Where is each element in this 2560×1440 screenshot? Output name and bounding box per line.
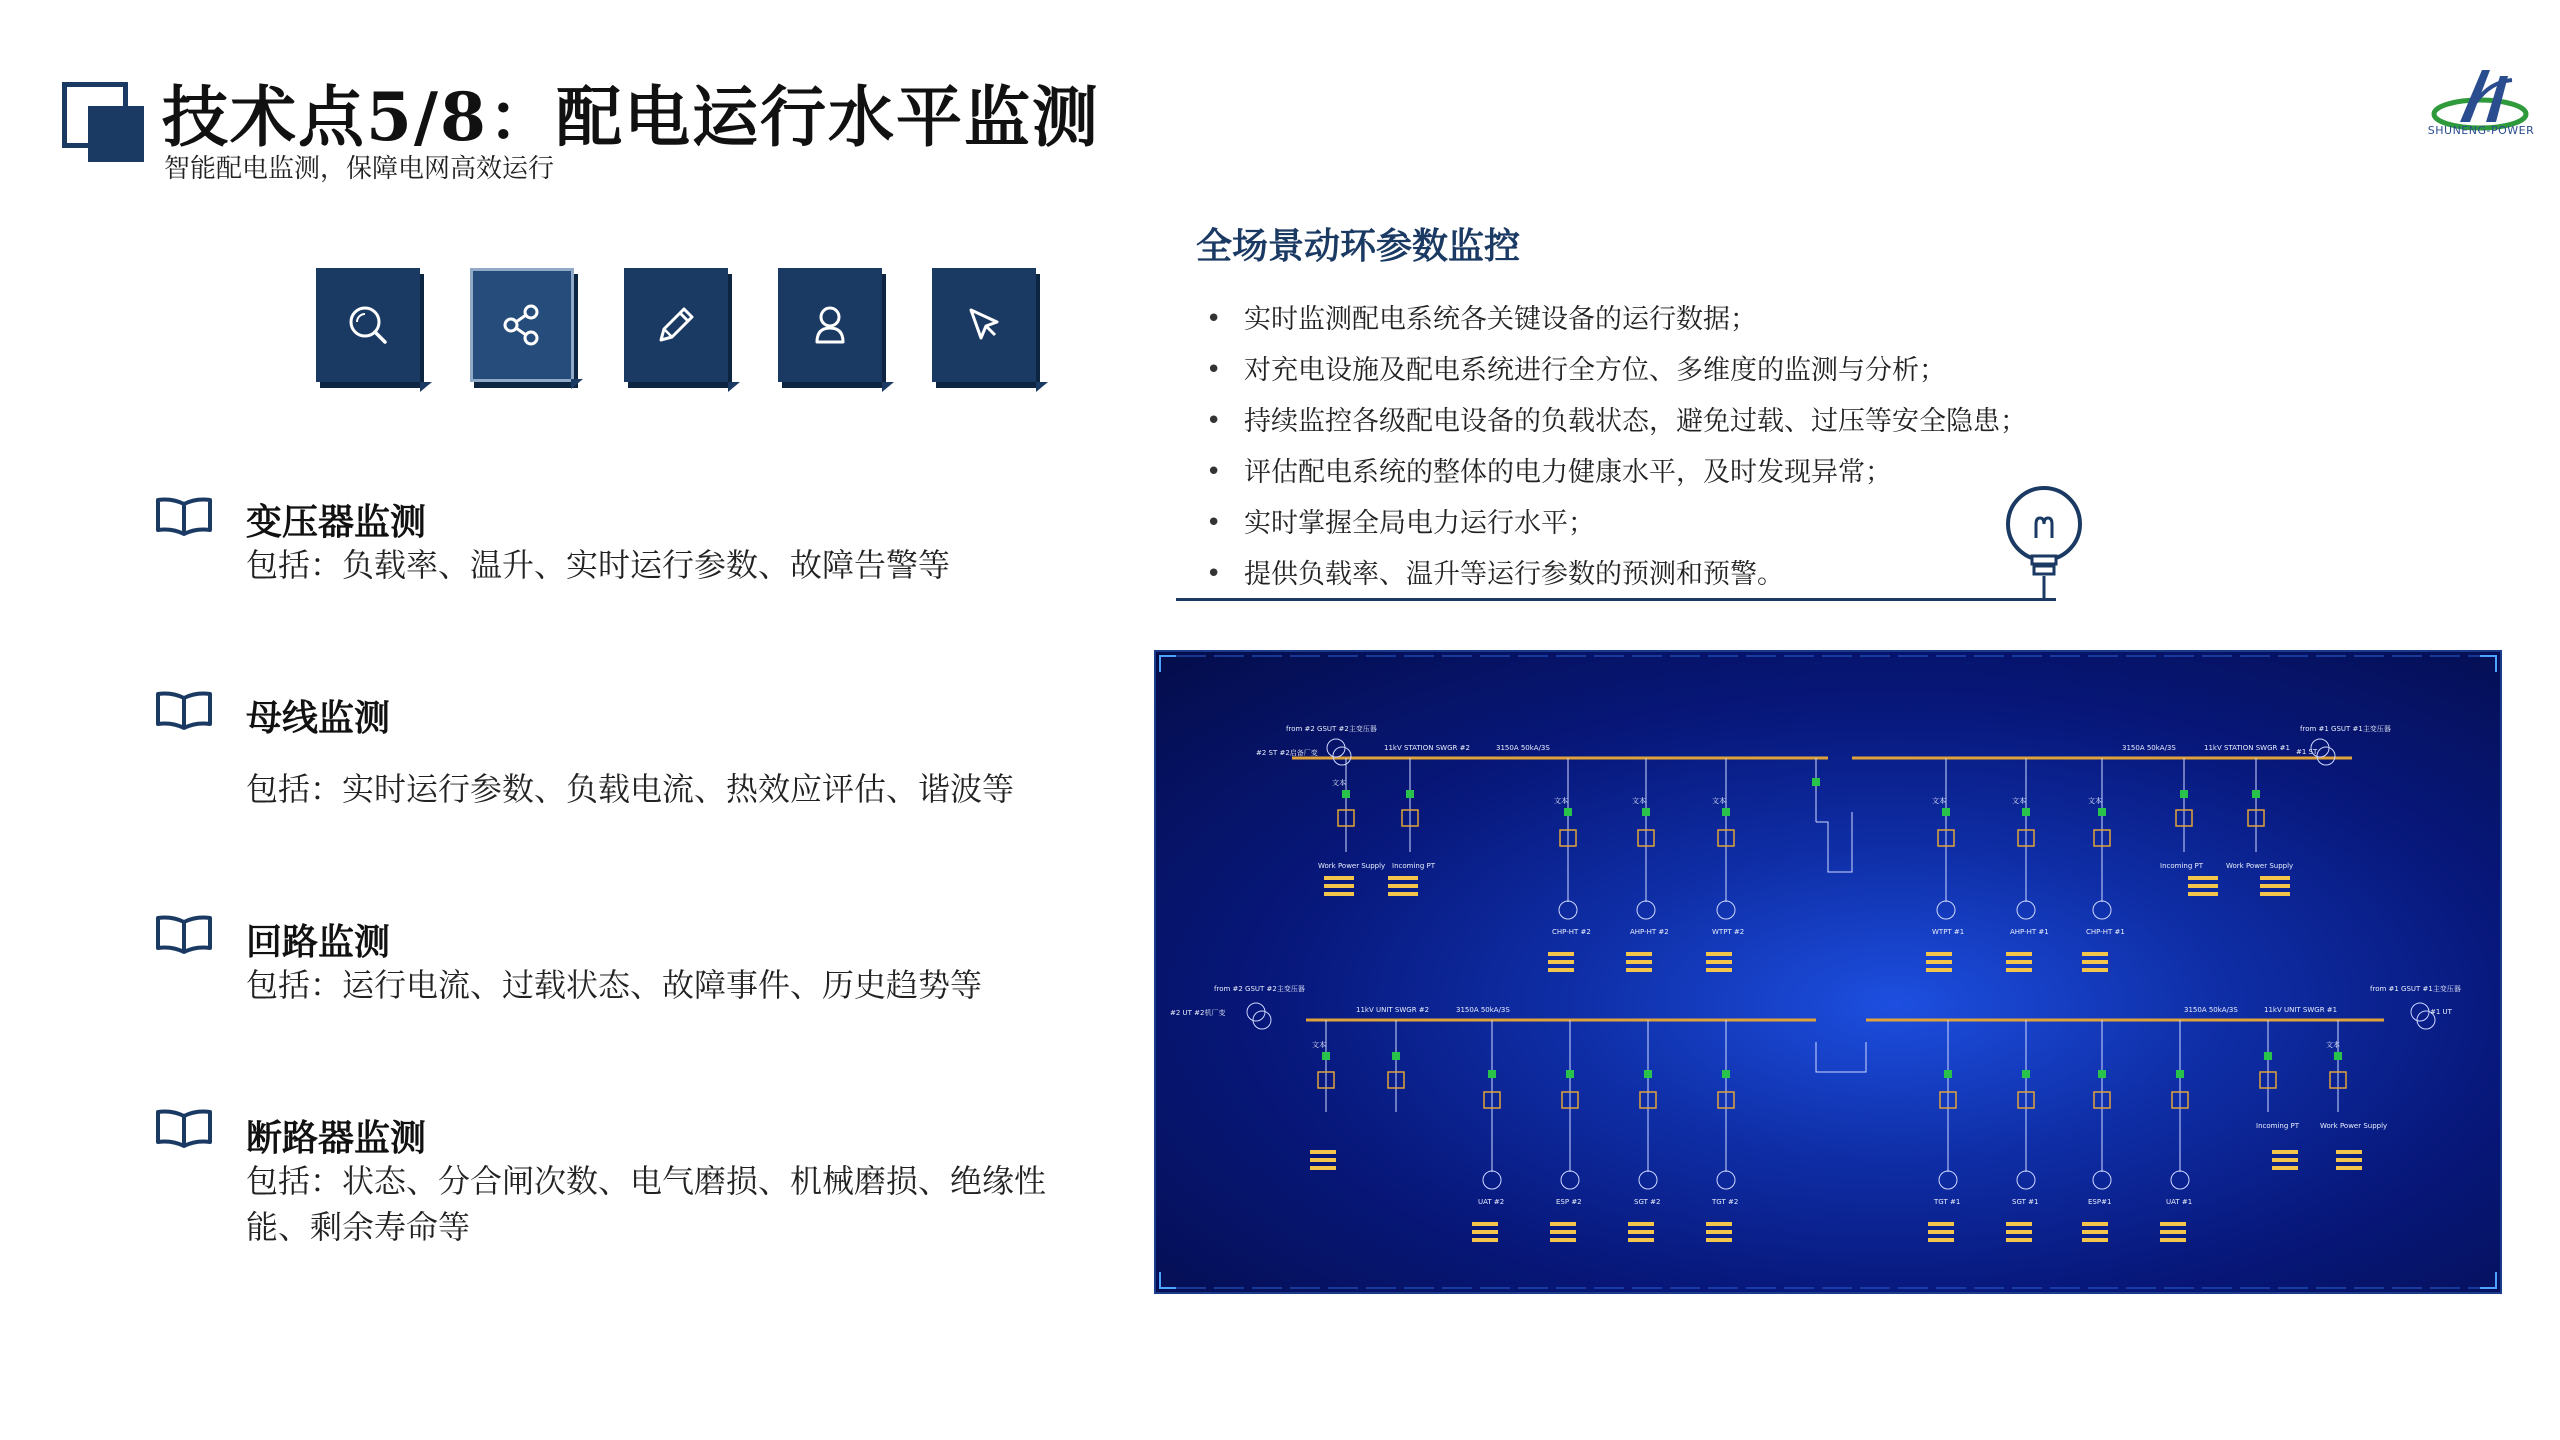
load-label: AHP-HT #1 [2010, 928, 2049, 936]
diagram-label: 11kV STATION SWGR #2 [1384, 744, 1470, 752]
diagram-label: Work Power Supply [2320, 1122, 2388, 1130]
panel-bullet: • 持续监控各级配电设备的负载状态，避免过载、过压等安全隐患； [1200, 396, 2027, 447]
edit-icon [651, 300, 701, 350]
search-icon [343, 300, 393, 350]
diagram-label: from #2 GSUT #2主变压器 [1214, 985, 1305, 993]
item-title-breaker: 断路器监测 [246, 1118, 427, 1159]
panel-bullet: • 对充电设施及配电系统进行全方位、多维度的监测与分析； [1200, 345, 2027, 396]
text-tag: 文本 [1554, 797, 1568, 805]
diagram-label: Work Power Supply [1318, 862, 1386, 870]
diagram-label: 3150A 50kA/3S [2122, 744, 2176, 752]
cursor-icon [959, 300, 1009, 350]
diagram-label: #2 UT #2机厂变 [1170, 1009, 1226, 1017]
load-label: AHP-HT #2 [1630, 928, 1669, 936]
text-tag: 文本 [2012, 797, 2026, 805]
power-distribution-diagram [1154, 650, 2502, 1294]
text-tag: 文本 [1632, 797, 1646, 805]
page-title: 技术点5/8：配电运行水平监测 [162, 78, 1100, 156]
search-button[interactable] [316, 268, 420, 382]
diagram-label: 11kV UNIT SWGR #2 [1356, 1006, 1430, 1014]
text-tag: 文本 [1312, 1041, 1326, 1049]
lightbulb-icon [2002, 484, 2086, 602]
text-tag: 文本 [1712, 797, 1726, 805]
load-label: SGT #1 [2012, 1198, 2039, 1206]
company-logo-text: SHUNENG-POWER [2427, 124, 2535, 137]
load-label: UAT #2 [1478, 1198, 1505, 1206]
diagram-label: Incoming PT [2160, 862, 2203, 870]
text-tag: 文本 [2088, 797, 2102, 805]
diagram-label: Incoming PT [2256, 1122, 2299, 1130]
panel-bullet-list [1200, 294, 2027, 600]
book-icon [154, 914, 214, 954]
book-icon [154, 690, 214, 730]
load-label: TGT #2 [1712, 1198, 1739, 1206]
book-icon [154, 1108, 214, 1148]
diagram-label: 3150A 50kA/3S [1456, 1006, 1510, 1014]
item-desc-busbar: 包括：实时运行参数、负载电流、热效应评估、谐波等 [246, 770, 1015, 808]
load-label: ESP #2 [1556, 1198, 1582, 1206]
user-icon [805, 300, 855, 350]
item-desc-circuit: 包括：运行电流、过载状态、故障事件、历史趋势等 [246, 966, 983, 1004]
diagram-label: Work Power Supply [2226, 862, 2294, 870]
item-title-busbar: 母线监测 [246, 698, 391, 739]
diagram-label: #1 UT [2430, 1008, 2452, 1016]
diagram-label: from #1 GSUT #1主变压器 [2300, 725, 2391, 733]
diagram-label: Incoming PT [1392, 862, 1435, 870]
diagram-label: 3150A 50kA/3S [1496, 744, 1550, 752]
diagram-label: #1 ST [2296, 748, 2318, 756]
user-button[interactable] [778, 268, 882, 382]
item-title-transformer: 变压器监测 [246, 502, 427, 543]
panel-title: 全场景动环参数监控 [1196, 226, 1521, 267]
text-tag: 文本 [1332, 779, 1346, 787]
cursor-button[interactable] [932, 268, 1036, 382]
diagram-label: 11kV STATION SWGR #1 [2204, 744, 2290, 752]
panel-bullet: • 实时掌握全局电力运行水平； [1200, 498, 2027, 549]
item-desc-transformer: 包括：负载率、温升、实时运行参数、故障告警等 [246, 546, 951, 584]
text-tag: 文本 [2326, 1041, 2340, 1049]
load-label: SGT #2 [1634, 1198, 1661, 1206]
share-button[interactable] [470, 268, 574, 382]
diagram-label: #2 ST #2启备厂变 [1256, 749, 1318, 757]
load-label: UAT #1 [2166, 1198, 2193, 1206]
share-icon [497, 300, 547, 350]
item-title-circuit: 回路监测 [246, 922, 391, 963]
book-icon [154, 496, 214, 536]
load-label: CHP-HT #2 [1552, 928, 1591, 936]
diagram-label: 11kV UNIT SWGR #1 [2264, 1006, 2338, 1014]
load-label: ESP#1 [2088, 1198, 2112, 1206]
item-desc-breaker: 包括：状态、分合闸次数、电气磨损、机械磨损、绝缘性能、剩余寿命等 [246, 1162, 1047, 1246]
panel-bullet: • 提供负载率、温升等运行参数的预测和预警。 [1200, 549, 2027, 600]
diagram-label: from #1 GSUT #1主变压器 [2370, 985, 2461, 993]
panel-bullet: • 实时监测配电系统各关键设备的运行数据； [1200, 294, 2027, 345]
page-subtitle: 智能配电监测，保障电网高效运行 [164, 154, 555, 184]
panel-divider [1176, 598, 2056, 601]
diagram-label: 3150A 50kA/3S [2184, 1006, 2238, 1014]
header-decor-square [88, 106, 144, 162]
load-label: WTPT #1 [1932, 928, 1965, 936]
diagram-label: from #2 GSUT #2主变压器 [1286, 725, 1377, 733]
text-tag: 文本 [1932, 797, 1946, 805]
load-label: TGT #1 [1934, 1198, 1961, 1206]
load-label: CHP-HT #1 [2086, 928, 2125, 936]
panel-bullet: • 评估配电系统的整体的电力健康水平，及时发现异常； [1200, 447, 2027, 498]
load-label: WTPT #2 [1712, 928, 1745, 936]
edit-button[interactable] [624, 268, 728, 382]
